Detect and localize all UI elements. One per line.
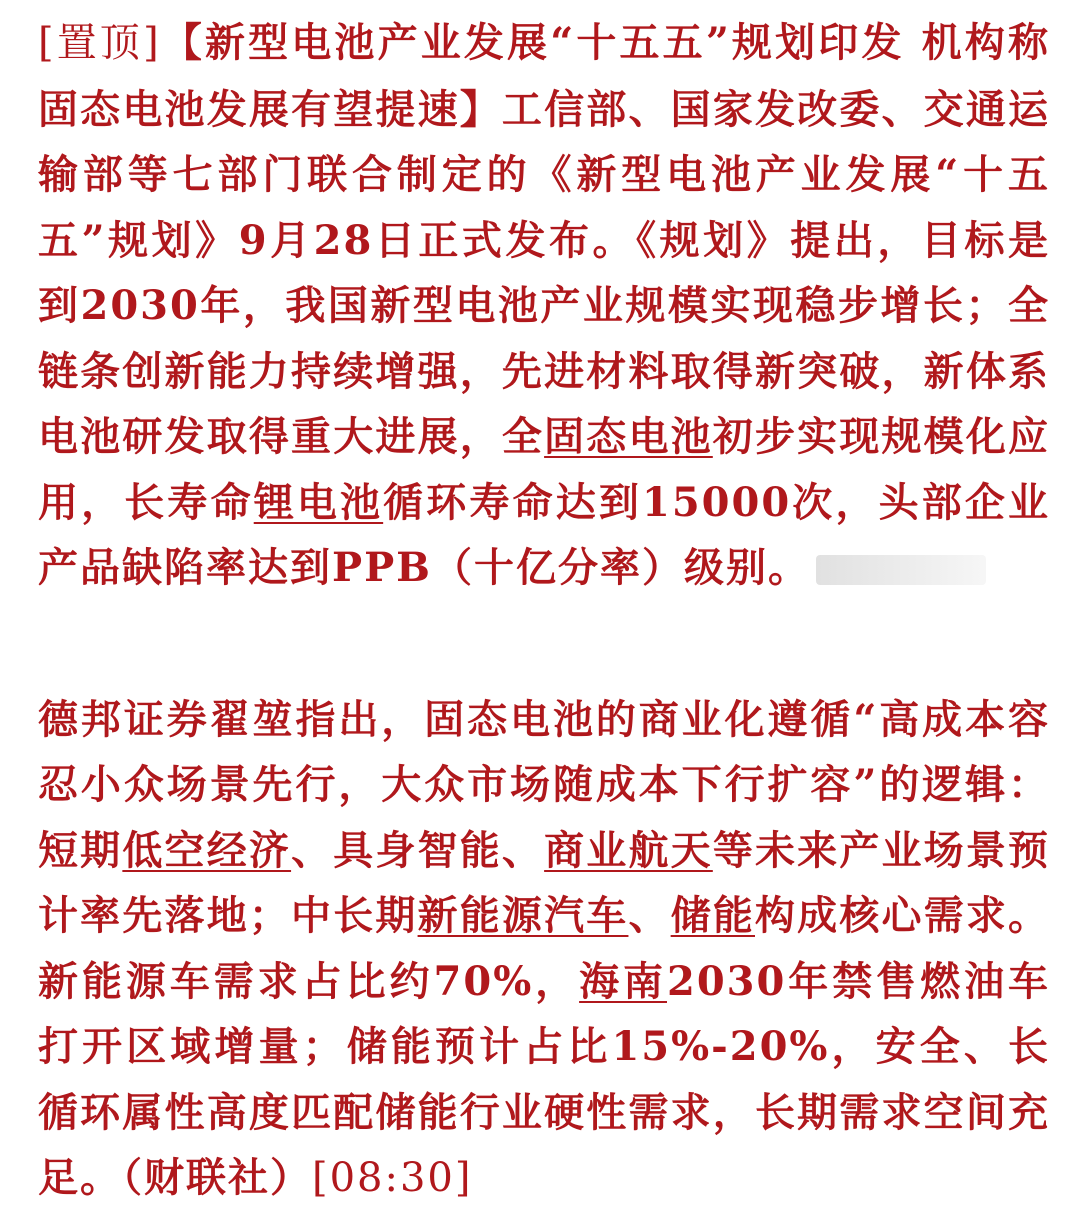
paragraph-text: 初步实现规模化应用，长寿命 xyxy=(38,413,1051,526)
paragraph-text: 工信部、国家发改委、交通运输部等七部门联合制定的《新型电池产业发展“十五五”规划》9月28日正式发布。《规划》提出，目标是到2030年，我国新型电池产业规模实现稳步增长；全链条创新能力持续增强，先进材料取得新突破，新体系电池研发取得重大进展，全 xyxy=(38,85,1051,460)
topic-link-energy-storage[interactable]: 储能 xyxy=(670,892,755,939)
paragraph-text: 德邦证券翟堃指出，固态电池的商业化遵循“高成本容忍小众场景先行，大众市场随成本下行扩容”的逻辑：短期 xyxy=(38,695,1050,874)
topic-link-lithium-battery[interactable]: 锂电池 xyxy=(253,478,384,526)
article-body xyxy=(38,0,1050,1212)
topic-link-low-altitude-economy[interactable]: 低空经济 xyxy=(122,826,292,874)
headline: 【新型电池产业发展“十五五”规划印发 机构称固态电池发展有望提速】 xyxy=(38,19,1050,133)
paragraph-2 xyxy=(38,687,1050,1212)
topic-link-solid-state-battery[interactable]: 固态电池 xyxy=(544,413,713,460)
paragraph-1 xyxy=(38,0,1050,601)
paragraph-text: 等未来产业场景预计率先落地；中长期 xyxy=(38,826,1051,939)
timestamp: [08:30] xyxy=(312,1155,473,1201)
paragraph-text: 2030年禁售燃油车打开区域增量；储能预计占比15%-20%，安全、长循环属性高度匹配储能行业硬性需求，长期需求空间充足。（财联社） xyxy=(38,957,1051,1201)
topic-link-hainan[interactable]: 海南 xyxy=(579,957,667,1005)
blurred-watermark xyxy=(816,555,986,585)
topic-link-new-energy-vehicle[interactable]: 新能源汽车 xyxy=(417,892,629,939)
paragraph-text: 循环寿命达到15000次，头部企业产品缺陷率达到PPB（十亿分率）级别。 xyxy=(38,478,1051,591)
paragraph-text: 、 xyxy=(628,892,671,939)
topic-link-commercial-aerospace[interactable]: 商业航天 xyxy=(544,826,713,874)
pinned-tag: [置顶] xyxy=(38,20,161,66)
paragraph-text: 构成核心需求。新能源车需求占比约70%， xyxy=(38,892,1051,1005)
paragraph-text: 、具身智能、 xyxy=(291,826,545,874)
